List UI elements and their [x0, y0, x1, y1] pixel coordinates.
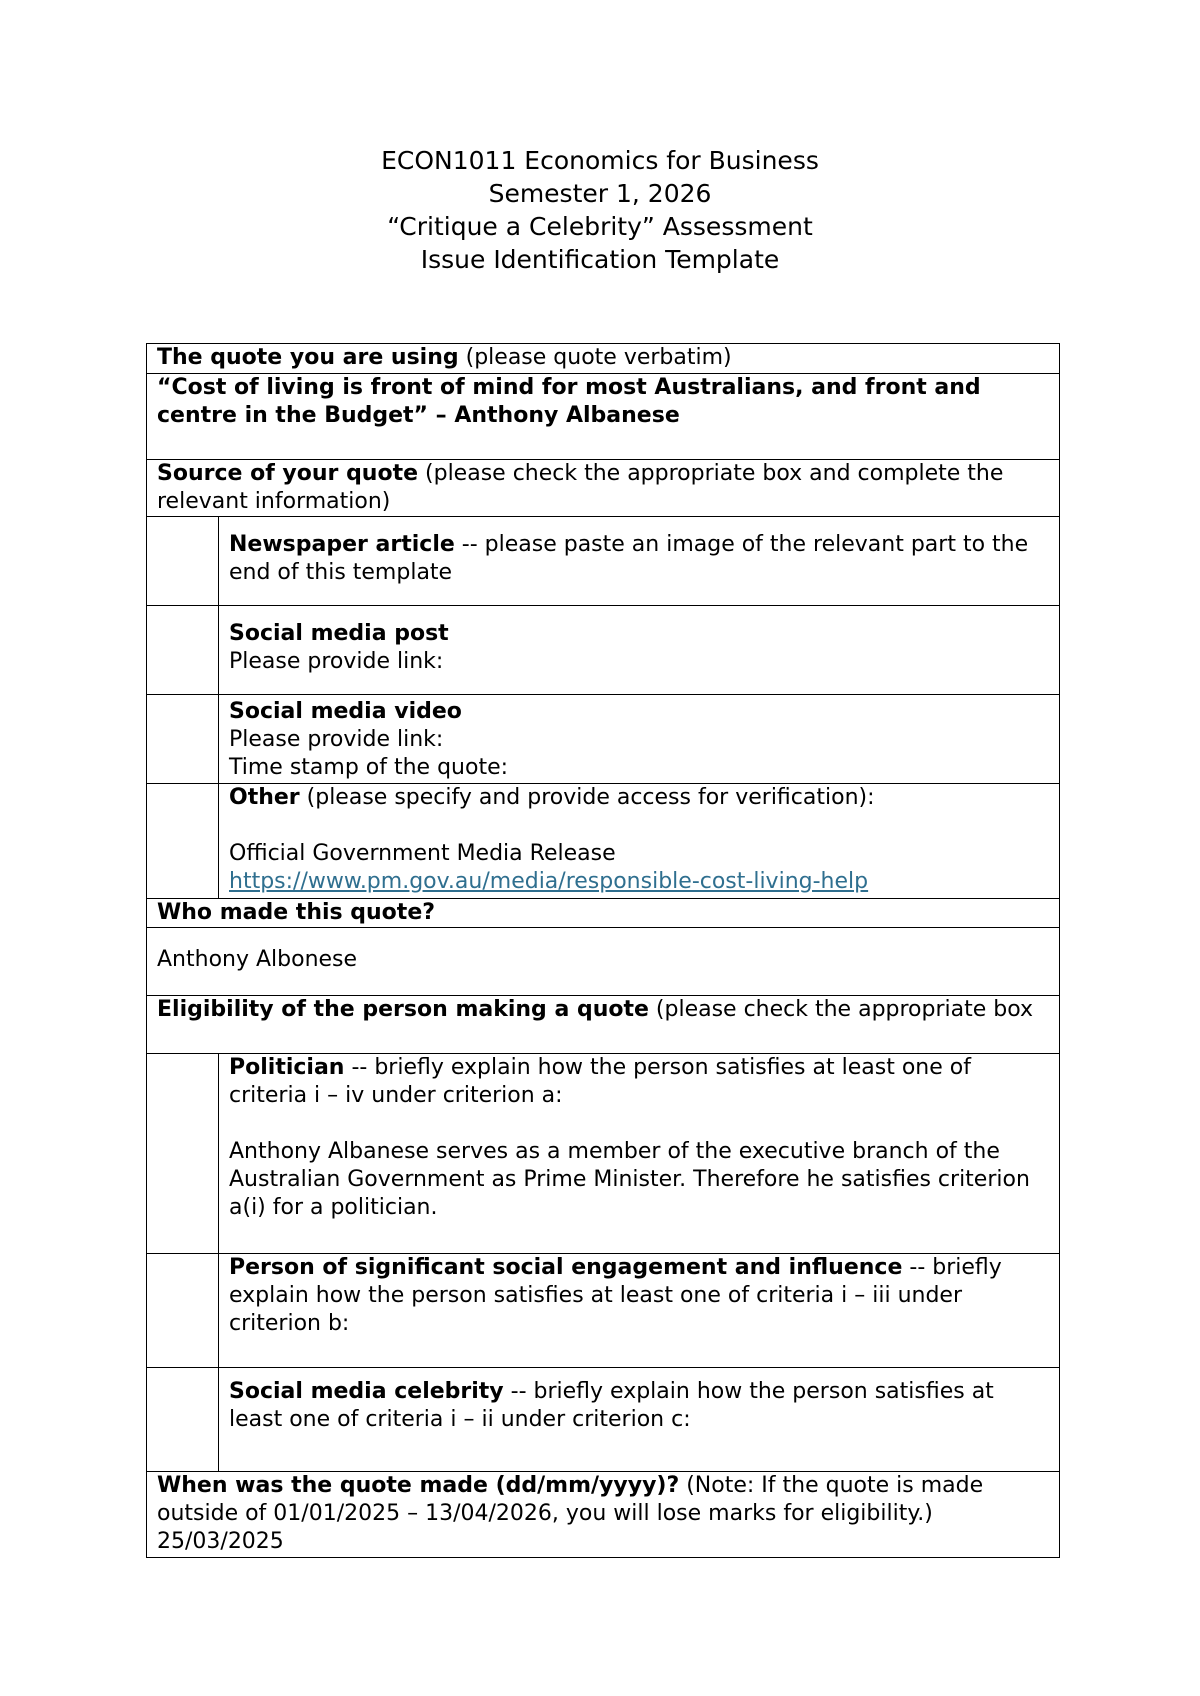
politician-answer[interactable]: Anthony Albanese serves as a member of the executive branch of the Australian Government as Prime Minister. Therefore he satisfies criterion a(i) for a politician.: [229, 1139, 1030, 1220]
eligibility-label: Eligibility of the person making a quote: [157, 997, 649, 1022]
politician-option: [219, 1054, 1060, 1254]
social-post-label: Social media post: [229, 621, 449, 646]
source-label: Source of your quote: [157, 461, 419, 486]
semester: Semester 1, 2026: [488, 179, 712, 208]
newspaper-text: -- please paste an image of the relevant part to the end of this template: [229, 532, 1029, 585]
source-hint: (please check the appropriate box and complete the relevant information): [157, 461, 1004, 514]
politician-text: -- briefly explain how the person satisfies at least one of criteria i – iv under criterion a:: [229, 1055, 971, 1108]
eligibility-hint: (please check the appropriate box: [648, 997, 1034, 1022]
source-header-cell: [147, 460, 1060, 517]
who-answer-cell[interactable]: [147, 928, 1060, 996]
other-option: [219, 784, 1060, 899]
assessment-name: “Critique a Celebrity” Assessment: [387, 212, 813, 241]
eligibility-header-cell: [147, 996, 1060, 1054]
other-value: Official Government Media Release: [229, 841, 616, 866]
quote-text-cell[interactable]: [147, 374, 1060, 460]
celebrity-label: Social media celebrity: [229, 1379, 504, 1404]
date-note: (Note: If the quote is made outside of 01/01/2025 – 13/04/2026, you will lose marks for eligibility.) 25/03/2025: [157, 1473, 984, 1554]
social-post-option: [219, 606, 1060, 695]
newspaper-option: [219, 517, 1060, 606]
influencer-text: -- briefly explain how the person satisfies at least one of criteria i – iii under criterion b:: [229, 1255, 1002, 1336]
influencer-label: Person of significant social engagement and influence: [229, 1255, 903, 1280]
social-post-link-prompt[interactable]: Please provide link:: [229, 649, 444, 674]
social-video-option: [219, 695, 1060, 784]
celebrity-text: -- briefly explain how the person satisfies at least one of criteria i – ii under criterion c:: [229, 1379, 994, 1432]
who-answer: Anthony Albonese: [157, 947, 358, 972]
politician-checkbox[interactable]: [147, 1054, 219, 1254]
source-url-link[interactable]: https://www.pm.gov.au/media/responsible-cost-living-help: [229, 869, 869, 894]
date-cell[interactable]: [147, 1472, 1060, 1558]
template-name: Issue Identification Template: [420, 245, 780, 274]
other-hint: (please specify and provide access for verification):: [299, 785, 875, 810]
social-video-label: Social media video: [229, 699, 462, 724]
other-checkbox[interactable]: [147, 784, 219, 899]
influencer-checkbox[interactable]: [147, 1254, 219, 1368]
celebrity-checkbox[interactable]: [147, 1368, 219, 1472]
other-label: Other: [229, 785, 300, 810]
quote-label: The quote you are using: [157, 345, 459, 370]
quote-hint: (please quote verbatim): [458, 345, 732, 370]
quote-text: “Cost of living is front of mind for most Australians, and front and centre in the Budget” – Anthony Albanese: [157, 375, 981, 428]
celebrity-option: [219, 1368, 1060, 1472]
social-video-link-prompt[interactable]: Please provide link:: [229, 727, 444, 752]
social-post-checkbox[interactable]: [147, 606, 219, 695]
who-label: Who made this quote?: [157, 900, 435, 925]
who-header-cell: [147, 899, 1060, 928]
influencer-option: [219, 1254, 1060, 1368]
document-title: [0, 144, 1200, 276]
social-video-checkbox[interactable]: [147, 695, 219, 784]
template-table: [146, 343, 1060, 1558]
newspaper-checkbox[interactable]: [147, 517, 219, 606]
social-video-timestamp-prompt[interactable]: Time stamp of the quote:: [229, 755, 509, 780]
newspaper-label: Newspaper article: [229, 532, 455, 557]
date-label: When was the quote made (dd/mm/yyyy)?: [157, 1473, 680, 1498]
quote-header-cell: [147, 344, 1060, 374]
course-title: ECON1011 Economics for Business: [381, 146, 819, 175]
politician-label: Politician: [229, 1055, 345, 1080]
